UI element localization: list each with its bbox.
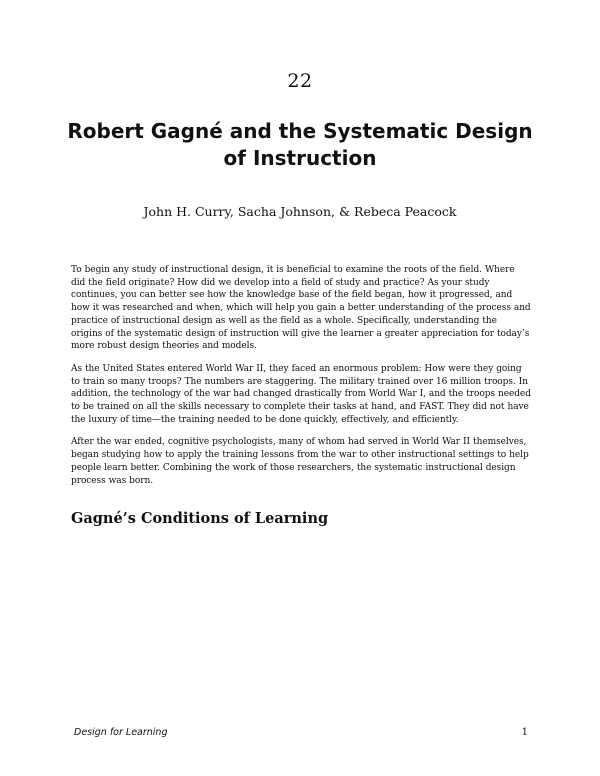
body-paragraph: After the war ended, cognitive psychologists, many of whom had served in World War II themselves, began studying how to apply the training lessons from the war to other instructional settings to help people learn better. Combining the work of those researchers, the systematic instructional design process was born. xyxy=(71,437,529,486)
chapter-authors: John H. Curry, Sacha Johnson, & Rebeca Peacock xyxy=(143,204,457,219)
body-paragraph: As the United States entered World War II, they faced an enormous problem: How were they going to train so many troops? The numbers are staggering. The military trained over 16 million troops. In addition, the technology of the war had changed drastically from World War I, and the troops needed to be trained on all the skills necessary to complete their tasks at hand, and FAST. They did not have the luxury of time—the training needed to be done quickly, effectively, and efficiently. xyxy=(71,363,531,425)
footer-book-title: Design for Learning xyxy=(74,727,168,738)
footer-page-number: 1 xyxy=(521,727,528,738)
chapter-title: Robert Gagné and the Systematic Design of Instruction xyxy=(67,119,533,170)
chapter-body xyxy=(71,264,531,497)
section-heading: Gagné’s Conditions of Learning xyxy=(71,510,329,527)
chapter-number: 22 xyxy=(287,70,313,92)
body-paragraph: To begin any study of instructional design, it is beneficial to examine the roots of the field. Where did the field originate? How did we develop into a field of study and practice? As your study continues, you can better see how the knowledge base of the field began, how it progressed, and how it was researched and when, which will help you gain a better understanding of the process and practice of instructional design as well as the field as a whole. Specifically, understanding the origins of the systematic design of instruction will give the learner a greater appreciation for today’s more robust design theories and models. xyxy=(71,265,531,352)
